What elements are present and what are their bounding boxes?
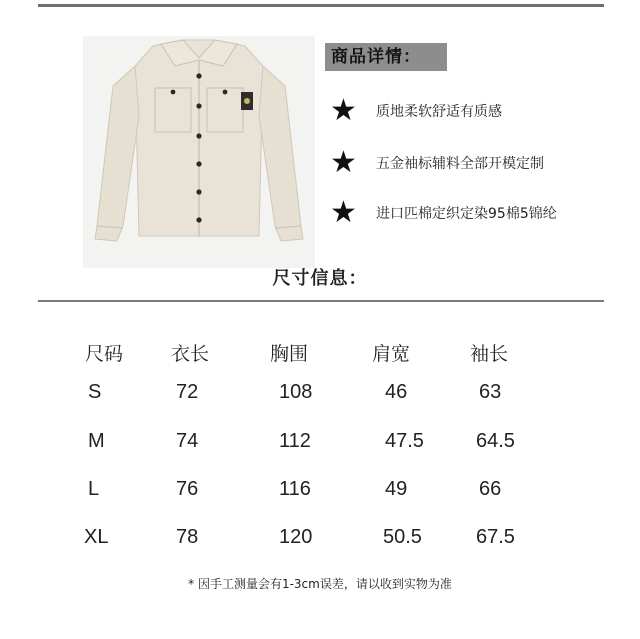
star-icon: ★ [330, 195, 357, 230]
measurement-note: * 因手工测量会有1-3cm误差，请以收到实物为准 [188, 577, 452, 591]
top-divider [38, 4, 604, 7]
details-heading: 商品详情： [325, 43, 447, 71]
shoulder-cell: 50.5 [383, 526, 422, 548]
length-cell: 72 [176, 381, 199, 403]
length-cell: 76 [176, 478, 199, 500]
star-icon: ★ [330, 93, 357, 128]
feature-text: 质地柔软舒适有质感 [376, 104, 502, 120]
size-cell: L [88, 478, 100, 500]
feature-item [330, 195, 557, 230]
shoulder-cell: 47.5 [385, 430, 424, 452]
length-cell: 78 [176, 526, 199, 548]
product-image [83, 36, 315, 268]
length-cell: 74 [176, 430, 199, 452]
chest-cell: 112 [279, 430, 311, 452]
chest-cell: 120 [279, 526, 313, 548]
shoulder-cell: 46 [385, 381, 408, 403]
section-divider [38, 300, 604, 302]
feature-item [330, 93, 502, 128]
feature-item [330, 145, 544, 180]
header-sleeve: 袖长 [470, 343, 509, 365]
header-shoulder: 肩宽 [372, 343, 411, 365]
chest-cell: 108 [279, 381, 313, 403]
header-length: 衣长 [171, 343, 210, 365]
sleeve-cell: 66 [479, 478, 502, 500]
size-cell: M [88, 430, 105, 452]
feature-text: 进口匹棉定织定染95棉5锦纶 [376, 206, 557, 222]
size-cell: XL [84, 526, 109, 548]
sleeve-cell: 63 [479, 381, 502, 403]
header-chest: 胸围 [270, 343, 309, 365]
shoulder-cell: 49 [385, 478, 408, 500]
feature-text: 五金袖标辅料全部开模定制 [376, 156, 544, 172]
sleeve-cell: 64.5 [476, 430, 515, 452]
size-heading: 尺寸信息： [272, 268, 368, 289]
star-icon: ★ [330, 145, 357, 180]
chest-cell: 116 [279, 478, 311, 500]
header-size: 尺码 [85, 343, 124, 365]
sleeve-cell: 67.5 [476, 526, 515, 548]
size-cell: S [88, 381, 102, 403]
